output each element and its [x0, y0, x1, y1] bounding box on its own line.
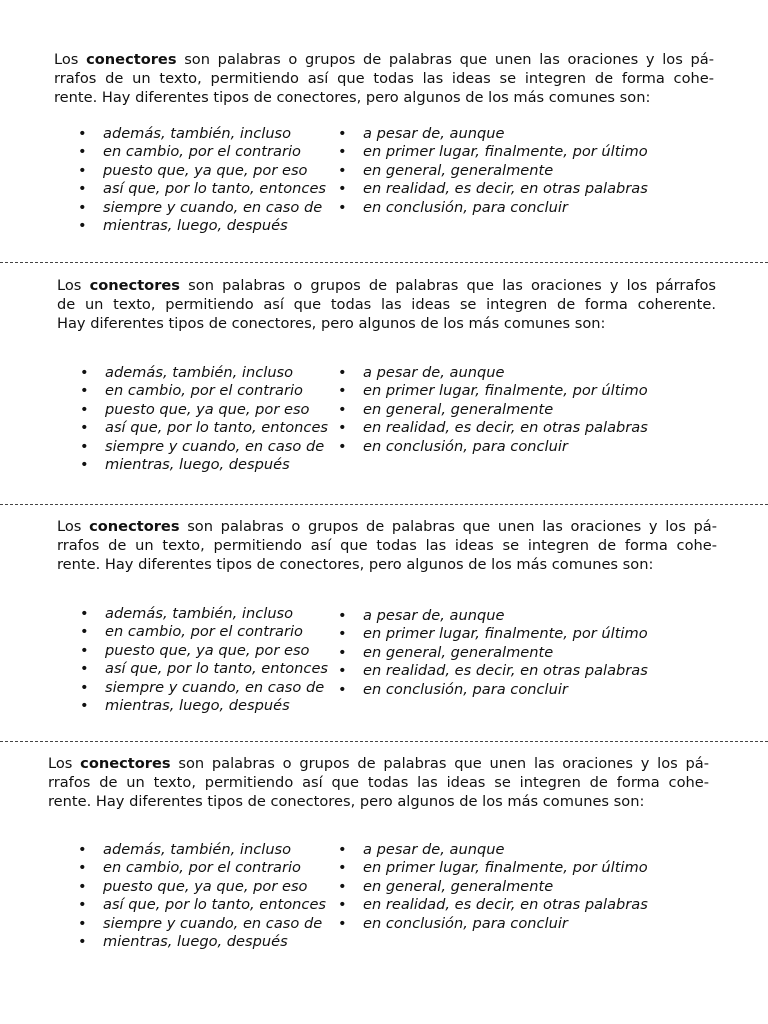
list-item: • además, también, incluso: [80, 364, 328, 382]
list-item: • en conclusión, para concluir: [338, 915, 648, 933]
list-item: • siempre y cuando, en caso de: [80, 679, 328, 697]
connector-section-1: [54, 51, 715, 235]
list-item: • mientras, luego, después: [80, 697, 328, 715]
connector-list-left: [78, 125, 326, 235]
list-item: • mientras, luego, después: [80, 456, 328, 474]
list-item: • además, también, incluso: [78, 841, 326, 859]
keyword-bold: conectores: [86, 51, 177, 68]
paragraph-line: rente. Hay diferentes tipos de conectores, pero algunos de los más comunes son:: [54, 88, 651, 106]
list-item: • siempre y cuando, en caso de: [78, 199, 326, 217]
list-item: • así que, por lo tanto, entonces: [78, 896, 326, 914]
list-item: • en cambio, por el contrario: [80, 382, 328, 400]
list-item: • en realidad, es decir, en otras palabras: [338, 662, 648, 680]
paragraph-line: rente. Hay diferentes tipos de conectores, pero algunos de los más comunes son:: [57, 555, 654, 573]
list-item: • puesto que, ya que, por eso: [80, 401, 328, 419]
connector-list-right: [338, 125, 648, 217]
list-item: • en primer lugar, finalmente, por último: [338, 143, 648, 161]
connector-section-4: [48, 755, 709, 951]
keyword-bold: conectores: [89, 518, 180, 535]
list-item: • en general, generalmente: [338, 401, 648, 419]
list-item: • además, también, incluso: [78, 125, 326, 143]
connector-list-left: [80, 364, 328, 474]
list-item: • en realidad, es decir, en otras palabras: [338, 180, 648, 198]
paragraph-line: rrafos de un texto, permitiendo así que todas las ideas se integren de forma cohe-: [54, 69, 714, 87]
connector-section-3: [57, 518, 718, 715]
list-item: • a pesar de, aunque: [338, 841, 648, 859]
paragraph-line: rrafos de un texto, permitiendo así que todas las ideas se integren de forma cohe-: [57, 536, 717, 554]
list-item: • en general, generalmente: [338, 878, 648, 896]
paragraph-line: de un texto, permitiendo así que todas las ideas se integren de forma coherente.: [57, 295, 716, 313]
cut-line-divider: [0, 741, 768, 742]
list-item: • en cambio, por el contrario: [78, 143, 326, 161]
list-item: • siempre y cuando, en caso de: [80, 438, 328, 456]
list-item: • en primer lugar, finalmente, por último: [338, 859, 648, 877]
list-item: • en conclusión, para concluir: [338, 438, 648, 456]
connector-section-2: [57, 277, 717, 474]
list-item: • en primer lugar, finalmente, por último: [338, 625, 648, 643]
paragraph-line: Los conectores son palabras o grupos de palabras que unen las oraciones y los pá-: [54, 51, 715, 68]
paragraph-line: rrafos de un texto, permitiendo así que todas las ideas se integren de forma cohe-: [48, 773, 709, 791]
connector-list-left: [78, 841, 326, 951]
intro-paragraph: [48, 755, 709, 811]
list-item: • así que, por lo tanto, entonces: [78, 180, 326, 198]
connector-list-right: [338, 607, 648, 699]
connector-list-right: [338, 841, 648, 933]
list-item: • en cambio, por el contrario: [80, 623, 328, 641]
list-item: • además, también, incluso: [80, 605, 328, 623]
list-item: • puesto que, ya que, por eso: [78, 878, 326, 896]
list-item: • a pesar de, aunque: [338, 607, 648, 625]
list-item: • en primer lugar, finalmente, por último: [338, 382, 648, 400]
paragraph-line: Los conectores son palabras o grupos de palabras que unen las oraciones y los pá-: [57, 518, 718, 535]
connector-list-right: [338, 364, 648, 456]
keyword-bold: conectores: [80, 755, 171, 772]
paragraph-line: Los conectores son palabras o grupos de palabras que unen las oraciones y los pá-: [48, 755, 709, 772]
list-item: • a pesar de, aunque: [338, 364, 648, 382]
list-item: • en general, generalmente: [338, 644, 648, 662]
list-item: • en conclusión, para concluir: [338, 681, 648, 699]
list-item: • en conclusión, para concluir: [338, 199, 648, 217]
list-item: • a pesar de, aunque: [338, 125, 648, 143]
list-item: • así que, por lo tanto, entonces: [80, 419, 328, 437]
intro-paragraph: [57, 518, 717, 574]
intro-paragraph: [57, 277, 716, 333]
paragraph-line: Los conectores son palabras o grupos de palabras que las oraciones y los párrafos: [57, 277, 717, 294]
list-item: • así que, por lo tanto, entonces: [80, 660, 328, 678]
list-item: • puesto que, ya que, por eso: [78, 162, 326, 180]
paragraph-line: rente. Hay diferentes tipos de conectores, pero algunos de los más comunes son:: [48, 792, 645, 810]
intro-paragraph: [54, 51, 714, 107]
list-item: • siempre y cuando, en caso de: [78, 915, 326, 933]
cut-line-divider: [0, 262, 768, 263]
paragraph-line: Hay diferentes tipos de conectores, pero algunos de los más comunes son:: [57, 314, 606, 332]
keyword-bold: conectores: [89, 277, 180, 294]
list-item: • en cambio, por el contrario: [78, 859, 326, 877]
list-item: • mientras, luego, después: [78, 217, 326, 235]
list-item: • mientras, luego, después: [78, 933, 326, 951]
connector-list-left: [80, 605, 328, 715]
list-item: • en general, generalmente: [338, 162, 648, 180]
list-item: • en realidad, es decir, en otras palabras: [338, 419, 648, 437]
cut-line-divider: [0, 504, 768, 505]
list-item: • en realidad, es decir, en otras palabras: [338, 896, 648, 914]
list-item: • puesto que, ya que, por eso: [80, 642, 328, 660]
